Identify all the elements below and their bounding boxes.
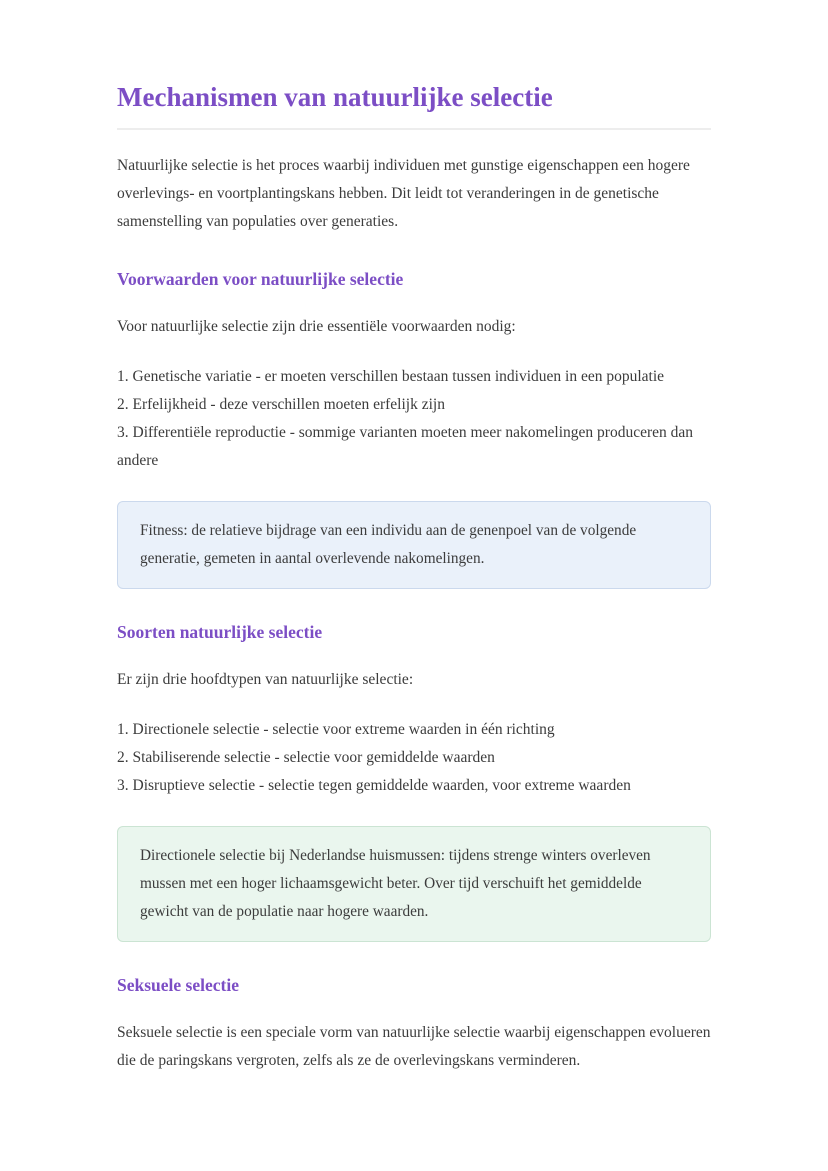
list-item: 2. Erfelijkheid - deze verschillen moeten erfelijk zijn xyxy=(117,396,445,413)
numbered-list-soorten xyxy=(117,716,711,800)
section-heading-soorten: Soorten natuurlijke selectie xyxy=(117,622,323,642)
section-body-seksueel: Seksuele selectie is een speciale vorm van natuurlijke selectie waarbij eigenschappen evolueren die de paringskans vergroten, zelfs als ze de overlevingskans verminderen. xyxy=(117,1024,711,1069)
list-item: 3. Differentiële reproductie - sommige varianten moeten meer nakomelingen produceren dan andere xyxy=(117,424,693,469)
callout-text: Directionele selectie bij Nederlandse huismussen: tijdens strenge winters overleven mussen met een hoger lichaamsgewicht beter. Over tijd verschuift het gemiddelde gewicht van de populatie naar hogere waarden. xyxy=(140,847,651,920)
list-item: 2. Stabiliserende selectie - selectie voor gemiddelde waarden xyxy=(117,749,495,766)
list-item: 3. Disruptieve selectie - selectie tegen gemiddelde waarden, voor extreme waarden xyxy=(117,777,631,794)
list-item: 1. Genetische variatie - er moeten verschillen bestaan tussen individuen in een populatie xyxy=(117,368,665,385)
definition-callout-fitness xyxy=(117,501,711,589)
page-title: Mechanismen van natuurlijke selectie xyxy=(117,82,553,112)
section-lead-voorwaarden: Voor natuurlijke selectie zijn drie essentiële voorwaarden nodig: xyxy=(117,318,516,335)
intro-paragraph: Natuurlijke selectie is het proces waarbij individuen met gunstige eigenschappen een hogere overlevings- en voortplantingskans hebben. Dit leidt tot veranderingen in de genetische samenstelling van populaties over generaties. xyxy=(117,157,690,230)
numbered-list-voorwaarden xyxy=(117,363,711,475)
section-heading-seksueel: Seksuele selectie xyxy=(117,975,239,995)
section-lead-soorten: Er zijn drie hoofdtypen van natuurlijke selectie: xyxy=(117,671,414,688)
section-heading-voorwaarden: Voorwaarden voor natuurlijke selectie xyxy=(117,269,404,289)
list-item: 1. Directionele selectie - selectie voor extreme waarden in één richting xyxy=(117,721,555,738)
callout-text: Fitness: de relatieve bijdrage van een individu aan de genenpoel van de volgende generatie, gemeten in aantal overlevende nakomelingen. xyxy=(140,522,637,567)
title-divider xyxy=(117,128,711,130)
example-callout-huismussen xyxy=(117,826,711,942)
